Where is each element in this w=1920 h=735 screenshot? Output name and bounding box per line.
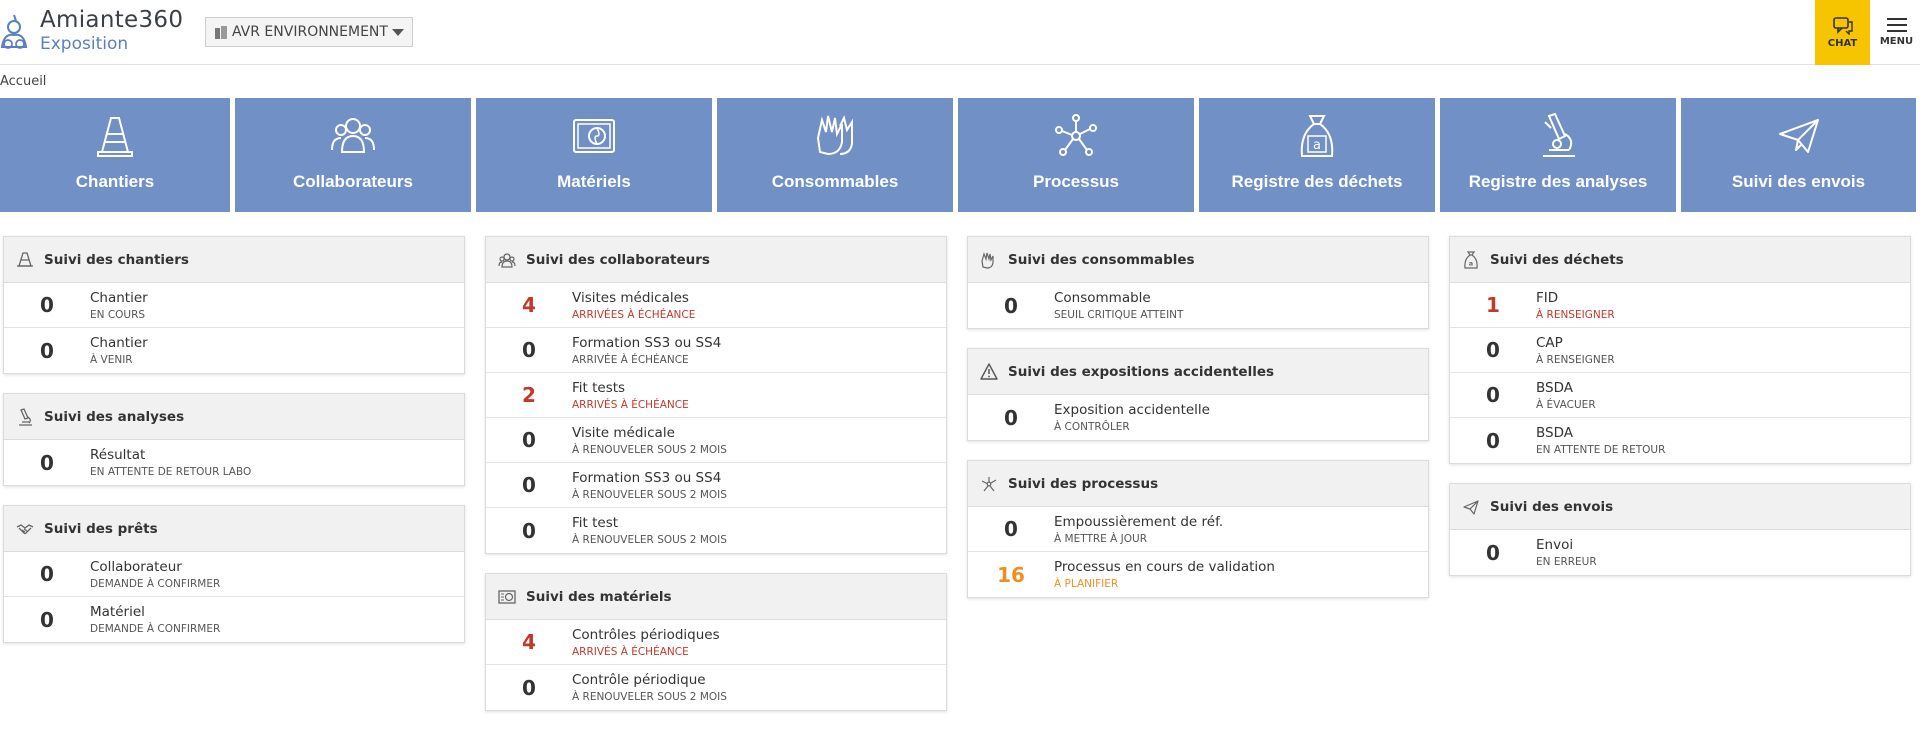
tile-registre-analyses[interactable] [1440, 98, 1676, 212]
item-status: À METTRE À JOUR [1054, 532, 1147, 545]
list-item[interactable] [968, 283, 1428, 328]
count: 0 [1004, 405, 1018, 430]
item-label: Collaborateur [90, 558, 182, 575]
list-item[interactable] [968, 507, 1428, 552]
chevron-down-icon [392, 29, 404, 36]
svg-text:a: a [1313, 138, 1321, 153]
column-2 [485, 236, 947, 730]
column-3 [967, 236, 1429, 617]
list-item[interactable] [486, 665, 946, 710]
count: 0 [1486, 428, 1500, 453]
count: 0 [1486, 383, 1500, 407]
panel-header [1450, 484, 1910, 530]
item-label: Fit tests [572, 379, 626, 396]
tile-registre-dechets[interactable] [1199, 98, 1435, 212]
item-status: À VENIR [90, 354, 133, 366]
panel-title: Suivi des matériels [526, 588, 672, 605]
list-item[interactable] [486, 508, 946, 553]
panel-suivi-materiels [485, 573, 947, 711]
count: 4 [522, 293, 536, 317]
list-item[interactable] [4, 328, 464, 373]
tile-label: Matériels [557, 172, 631, 191]
item-status: À CONTRÔLER [1054, 421, 1130, 433]
fan-unit-icon [498, 588, 516, 606]
tile-consommables[interactable] [717, 98, 953, 212]
panel-suivi-consommables [967, 236, 1429, 329]
item-label: Processus en cours de validation [1054, 559, 1275, 575]
traffic-cone-icon [92, 112, 138, 160]
menu-label: MENU [1879, 36, 1914, 47]
panel-title: Suivi des prêts [44, 520, 158, 537]
list-item[interactable] [4, 283, 464, 328]
item-label: Visites médicales [572, 289, 689, 306]
company-select-value: AVR ENVIRONNEMENT [232, 24, 388, 40]
paper-plane-icon [1776, 112, 1822, 160]
item-status: EN ERREUR [1536, 556, 1597, 568]
navigation-tiles [0, 98, 1920, 212]
list-item[interactable] [1450, 328, 1910, 373]
waste-bag-icon [1462, 251, 1480, 269]
item-label: BSDA [1536, 379, 1573, 396]
panel-suivi-envois [1449, 483, 1911, 576]
panel-header [4, 394, 464, 440]
panel-title: Suivi des expositions accidentelles [1008, 363, 1275, 380]
tile-materiels[interactable] [476, 98, 712, 212]
item-label: Résultat [90, 447, 146, 463]
tile-label: Collaborateurs [293, 172, 413, 191]
item-status: SEUIL CRITIQUE ATTEINT [1054, 309, 1184, 321]
tile-suivi-envois[interactable] [1681, 98, 1916, 212]
item-label: Exposition accidentelle [1054, 402, 1210, 418]
item-label: FID [1536, 289, 1559, 306]
count: 0 [1004, 517, 1018, 541]
list-item[interactable] [486, 283, 946, 328]
list-item[interactable] [1450, 418, 1910, 463]
panel-header [968, 237, 1428, 283]
menu-button[interactable] [1873, 0, 1920, 65]
gloves-icon [812, 112, 858, 160]
panel-title: Suivi des collaborateurs [526, 251, 710, 268]
tile-chantiers[interactable] [0, 98, 230, 212]
chat-button[interactable] [1815, 0, 1870, 65]
item-status: ARRIVÉS À ÉCHÉANCE [572, 645, 689, 658]
fan-unit-icon [571, 112, 617, 160]
list-item[interactable] [968, 395, 1428, 440]
item-status: EN ATTENTE DE RETOUR LABO [90, 466, 252, 478]
item-label: CAP [1536, 334, 1563, 351]
panel-suivi-dechets [1449, 236, 1911, 464]
panel-suivi-expositions [967, 348, 1429, 441]
panel-header [4, 506, 464, 552]
app-title: Amiante360 [40, 7, 184, 33]
panel-suivi-processus [967, 460, 1429, 598]
list-item[interactable] [1450, 373, 1910, 418]
list-item[interactable] [486, 373, 946, 418]
tile-label: Registre des déchets [1231, 172, 1403, 191]
count: 0 [522, 338, 536, 362]
chat-icon [1833, 17, 1853, 35]
count: 0 [1004, 293, 1018, 318]
count: 4 [522, 630, 536, 654]
item-label: Envoi [1536, 537, 1574, 553]
tile-processus[interactable] [958, 98, 1194, 212]
item-label: Contrôles périodiques [572, 626, 720, 643]
panel-title: Suivi des déchets [1490, 251, 1624, 268]
panel-header [4, 237, 464, 283]
panel-suivi-prets [3, 505, 465, 643]
app-logo[interactable] [0, 6, 183, 56]
users-icon [330, 112, 376, 160]
warning-icon [980, 363, 998, 381]
list-item[interactable] [1450, 283, 1910, 328]
microscope-icon [16, 408, 34, 426]
item-label: Visite médicale [572, 424, 675, 441]
list-item[interactable] [486, 463, 946, 508]
count: 0 [40, 293, 54, 317]
count: 0 [40, 607, 54, 632]
item-status: À ÉVACUER [1536, 398, 1596, 411]
list-item[interactable] [486, 620, 946, 665]
tile-label: Suivi des envois [1731, 172, 1866, 191]
item-status: À RENSEIGNER [1536, 353, 1615, 366]
tile-label: Processus [1033, 172, 1119, 191]
panel-header [968, 461, 1428, 507]
paper-plane-icon [1462, 498, 1480, 516]
count: 0 [40, 562, 54, 586]
item-status: À RENSEIGNER [1536, 308, 1615, 321]
count: 2 [522, 383, 536, 407]
waste-bag-icon [1294, 112, 1340, 160]
item-label: Matériel [90, 604, 145, 620]
list-item[interactable] [486, 418, 946, 463]
building-icon [214, 25, 228, 39]
item-label: Contrôle périodique [572, 672, 706, 688]
panel-header [968, 349, 1428, 395]
list-item[interactable] [968, 552, 1428, 597]
panel-header [486, 237, 946, 283]
traffic-cone-icon [16, 251, 34, 269]
item-label: Formation SS3 ou SS4 [572, 334, 722, 351]
item-label: Fit test [572, 515, 619, 531]
item-label: Consommable [1054, 290, 1151, 306]
item-status: À RENOUVELER SOUS 2 MOIS [572, 534, 727, 546]
tile-label: Consommables [771, 172, 899, 191]
count: 0 [40, 450, 54, 475]
logo-icon [0, 11, 36, 51]
app-subtitle: Exposition [40, 34, 129, 54]
panel-title: Suivi des chantiers [44, 251, 189, 268]
item-status: ARRIVÉE À ÉCHÉANCE [572, 353, 689, 366]
count: 0 [522, 473, 536, 497]
tile-label: Chantiers [75, 172, 155, 191]
list-item[interactable] [4, 597, 464, 642]
breadcrumb[interactable]: Accueil [0, 74, 47, 89]
item-status: À RENOUVELER SOUS 2 MOIS [572, 443, 727, 456]
panel-suivi-analyses [3, 393, 465, 486]
gloves-icon [980, 251, 998, 269]
tile-label: Registre des analyses [1468, 172, 1648, 191]
item-status: DEMANDE À CONFIRMER [90, 577, 221, 590]
item-label: BSDA [1536, 425, 1573, 441]
count: 0 [1486, 540, 1500, 565]
list-item[interactable] [1450, 530, 1910, 575]
panel-title: Suivi des consommables [1008, 251, 1195, 268]
item-status: EN COURS [90, 308, 146, 321]
panel-header [486, 574, 946, 620]
list-item[interactable] [4, 552, 464, 597]
panel-title: Suivi des processus [1008, 475, 1159, 492]
item-status: ARRIVÉS À ÉCHÉANCE [572, 398, 689, 411]
panel-title: Suivi des envois [1490, 498, 1614, 515]
count: 0 [522, 518, 536, 543]
network-icon [1053, 112, 1099, 160]
column-4 [1449, 236, 1911, 595]
count: 1 [1486, 293, 1500, 317]
item-label: Empoussièrement de réf. [1054, 513, 1224, 530]
item-status: À RENOUVELER SOUS 2 MOIS [572, 488, 727, 501]
count: 0 [1486, 338, 1500, 362]
item-label: Chantier [90, 289, 148, 306]
network-icon [980, 475, 998, 493]
chat-label: CHAT [1827, 37, 1858, 49]
item-status: À PLANIFIER [1054, 578, 1119, 590]
count: 0 [522, 675, 536, 700]
panel-suivi-chantiers [3, 236, 465, 374]
item-label: Chantier [90, 335, 148, 351]
item-status: ARRIVÉES À ÉCHÉANCE [572, 308, 696, 321]
svg-text:a: a [1468, 259, 1474, 267]
hamburger-icon [1887, 18, 1907, 32]
list-item[interactable] [486, 328, 946, 373]
item-label: Formation SS3 ou SS4 [572, 469, 722, 486]
users-icon [498, 251, 516, 269]
count: 0 [40, 338, 54, 363]
count: 16 [997, 562, 1025, 587]
list-item[interactable] [4, 440, 464, 485]
item-status: EN ATTENTE DE RETOUR [1536, 444, 1666, 456]
top-header [0, 0, 1920, 65]
item-status: À RENOUVELER SOUS 2 MOIS [572, 691, 727, 703]
handshake-icon [16, 520, 34, 538]
item-status: DEMANDE À CONFIRMER [90, 623, 221, 635]
count: 0 [522, 428, 536, 452]
tile-collaborateurs[interactable] [235, 98, 471, 212]
panel-title: Suivi des analyses [44, 408, 185, 425]
microscope-icon [1535, 112, 1581, 160]
panel-suivi-collaborateurs [485, 236, 947, 554]
company-select[interactable] [205, 17, 413, 47]
panel-header [1450, 237, 1910, 283]
column-1 [3, 236, 465, 662]
